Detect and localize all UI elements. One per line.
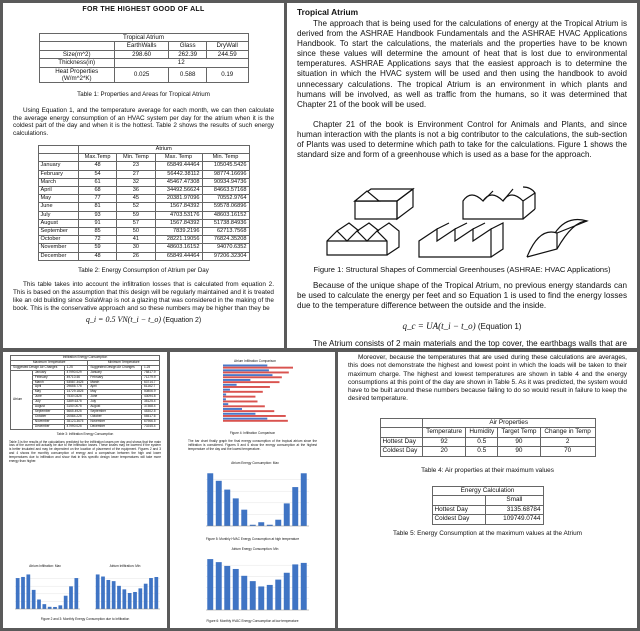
table-row — [11, 424, 160, 429]
bar — [301, 563, 307, 610]
bar — [32, 590, 36, 609]
bar — [16, 578, 20, 609]
table-cell: November — [38, 244, 78, 252]
bar — [64, 596, 68, 609]
table-cell: 53587.3425 — [64, 380, 88, 385]
table-cell: June — [32, 395, 64, 400]
heat-earthwalls: 0.025 — [114, 67, 168, 83]
bar — [223, 400, 258, 402]
table-cell: January — [38, 162, 78, 170]
table-cell: June — [38, 203, 78, 211]
table-cell: 55517.6 — [141, 414, 159, 419]
table-cell: August — [88, 405, 142, 410]
table3-caption: Table 3: Infiltration Energy Consumption — [56, 431, 114, 436]
table-cell: 26 — [117, 252, 155, 260]
bar — [224, 489, 230, 525]
table-cell: 48 — [78, 252, 116, 260]
bar — [74, 578, 78, 609]
table-cell: 61162.7 — [141, 385, 159, 390]
table-cell: 91 — [78, 219, 116, 227]
col-max-energy: Max. Temp — [155, 154, 202, 162]
table-cell: 92 — [422, 437, 466, 447]
table-cell: 2 — [540, 437, 595, 447]
table-cell: 48 — [78, 162, 116, 170]
table-cell: 56442.38112 — [155, 170, 202, 178]
size-label: Size(m^2) — [39, 50, 114, 58]
paragraph: The bar chart finally graph the final energy consumption of the tropical atrium since the infiltration is considered. Figures 5 and 6 show the energy consumption at the highest temperature of the day and the lowest temperature. — [188, 439, 317, 451]
table-cell: 14729.1825 — [64, 390, 88, 395]
table-cell: 45302.5 — [141, 409, 159, 414]
table-row — [38, 252, 249, 260]
bar — [292, 564, 298, 610]
bar — [106, 580, 110, 609]
table-cell: September — [88, 409, 142, 414]
air-properties-table — [380, 418, 596, 457]
table-cell: December — [88, 424, 142, 429]
col-target-temp: Target Temp — [498, 428, 541, 438]
bar — [267, 585, 273, 610]
figure23-caption: Figure 2 and 3: Monthly Energy Consumption due to Infiltration — [40, 617, 130, 621]
bar — [223, 398, 226, 400]
chart-title: Atrium Energy Consumption: Max — [231, 461, 279, 465]
table-cell: 93 — [78, 211, 116, 219]
table-cell: 5665.4925 — [64, 409, 88, 414]
table-row — [38, 203, 249, 211]
thickness-label: Thickness(in) — [39, 59, 114, 67]
table-cell: September — [32, 409, 64, 414]
table-cell: November — [88, 419, 142, 424]
col-min-temp: Min. Temp — [117, 154, 155, 162]
table-cell: 48603.16152 — [202, 211, 249, 219]
table-cell: 59578.06896 — [202, 203, 249, 211]
bar — [233, 498, 239, 526]
table-cell: February — [38, 170, 78, 178]
bar — [101, 576, 105, 608]
heat-label: Heat Properties (W/m^2*K) — [39, 67, 114, 83]
bar — [122, 589, 126, 609]
paragraph: Table 3 is the results of the calculations predicted for the infiltration losses per day and shows that the main loss of the current will actually be due to the infiltration losses. These losses may be lowered if the system is better insulated and may be dependent on the location of placement of the equipment. Figures 2 and 3 and 4 shows the monthly consumption of energy and a comparison between the high and lower temperatures due to infiltration and show that in this specific design lower temperatures will take more energy than higher. — [9, 439, 161, 464]
col-max-temp: Max.Temp — [78, 154, 116, 162]
col-earthwalls: EarthWalls — [114, 42, 168, 50]
bar — [301, 473, 307, 526]
equation-2 — [3, 315, 284, 324]
col-drywall: DryWall — [206, 42, 248, 50]
col-temperature: Temperature — [422, 428, 466, 438]
table-cell: 59 — [117, 211, 155, 219]
size-drywall: 244.59 — [206, 50, 248, 58]
table-cell: October — [32, 414, 64, 419]
table-cell: 29655.775 — [64, 385, 88, 390]
table-row — [38, 178, 249, 186]
table-cell: 98774.16696 — [202, 170, 249, 178]
table-cell: 85 — [78, 228, 116, 236]
bar — [223, 367, 293, 369]
table-cell: 84663.57168 — [202, 187, 249, 195]
bar — [223, 413, 255, 415]
heat-glass: 0.588 — [169, 67, 207, 83]
bar — [284, 503, 290, 526]
table-cell: March — [88, 380, 142, 385]
bar — [224, 566, 230, 610]
table-cell: 63714.7 — [141, 380, 159, 385]
table-cell: 45467.47308 — [155, 178, 202, 186]
bar — [258, 522, 264, 526]
max-temp-head: Maximum Temperature — [11, 360, 88, 365]
bar — [37, 599, 41, 608]
table-row — [38, 228, 249, 236]
bar — [223, 391, 263, 393]
heat-drywall: 0.19 — [206, 67, 248, 83]
table1-caption: Table 1: Properties and Areas for Tropical Atrium — [77, 91, 210, 99]
bar — [128, 593, 132, 609]
table-cell: 72 — [78, 236, 116, 244]
chart-title: Atrium Infiltration: Min — [109, 564, 141, 568]
table-cell: 71279.9 — [141, 375, 159, 380]
infiltration-max-chart — [9, 565, 81, 615]
bar — [216, 562, 222, 610]
table-cell: 62713.7568 — [202, 228, 249, 236]
table-row — [432, 515, 543, 525]
equation-1-formula: q_c = UA(t_i − t_o) — [402, 321, 476, 331]
bar — [223, 405, 265, 407]
bar — [53, 607, 57, 609]
col-change-temp: Change in Temp — [540, 428, 595, 438]
table-cell: 90 — [498, 437, 541, 447]
bar — [223, 376, 282, 378]
table-cell: 34492.56624 — [155, 187, 202, 195]
table-cell: 35125.4 — [141, 400, 159, 405]
table-cell: 20584.225 — [64, 414, 88, 419]
bar — [21, 577, 25, 609]
table-cell: February — [32, 375, 64, 380]
chart-title: Atrium Infiltration: Max — [29, 564, 61, 568]
table-cell: December — [32, 424, 64, 429]
bar — [42, 604, 46, 609]
table-cell: 49710.46 — [64, 375, 88, 380]
infiltration-min-chart — [89, 565, 161, 615]
table-cell: 1567.84392 — [155, 219, 202, 227]
table-cell: 61 — [78, 178, 116, 186]
section-heading: Tropical Atrium — [297, 7, 359, 17]
table-cell: 35123.3675 — [64, 419, 88, 424]
table-row — [38, 162, 249, 170]
table-row — [38, 244, 249, 252]
size-earthwalls: 298.60 — [114, 50, 168, 58]
bar — [223, 410, 274, 412]
table-cell: 52 — [117, 203, 155, 211]
table-cell: 7530.0325 — [64, 395, 88, 400]
air-properties-title: Air Properties — [422, 418, 595, 428]
table-cell: 70552.9764 — [202, 195, 249, 203]
table-cell: 3135.68784 — [486, 505, 543, 515]
design-value: 1.25 — [64, 365, 88, 370]
bar — [138, 588, 142, 609]
table-cell: 27 — [117, 170, 155, 178]
table-cell: 4703.53176 — [155, 211, 202, 219]
col-min-energy: Min. Temp — [202, 154, 249, 162]
table-cell: Coldest Day — [432, 515, 486, 525]
bar — [284, 573, 290, 610]
size-glass: 262.39 — [169, 50, 207, 58]
greenhouse-gable-single-icon — [355, 189, 413, 219]
bar — [26, 574, 30, 609]
greenhouse-sawtooth-icon — [419, 223, 503, 257]
paragraph: Chapter 21 of the book is Environment Control for Animals and Plants, and since human interaction with the plants is not a big contributor to the calculations, the sub-section of Plants was used to determine which path to take for the calculations. Figure 1 shows the standard size and form of a greenhouse which is used as a base for the approach. — [297, 119, 627, 160]
table-cell: May — [32, 390, 64, 395]
table-cell: 48603.16152 — [155, 244, 202, 252]
bar — [241, 576, 247, 610]
table-row — [38, 219, 249, 227]
figure1-caption: Figure 1: Structural Shapes of Commercial Greenhouses (ASHRAE: HVAC Applications) — [313, 265, 611, 274]
bar — [69, 586, 73, 609]
table-row — [38, 195, 249, 203]
table-cell: January — [32, 370, 64, 375]
table-cell: Coldest Day — [380, 447, 422, 457]
table-cell: 65849.44464 — [155, 252, 202, 260]
table-cell: 77 — [78, 195, 116, 203]
equation-2-formula: q_i = 0.5 VN(t_i − t_o) — [85, 315, 162, 325]
table-cell: August — [32, 405, 64, 410]
table-cell: 90934.94736 — [202, 178, 249, 186]
table-cell: 94070.6352 — [202, 244, 249, 252]
properties-table — [39, 33, 249, 83]
bar — [223, 420, 288, 422]
table-cell: 81 — [78, 203, 116, 211]
document-page-1 — [3, 3, 284, 348]
paragraph: Because of the unique shape of the Tropical Atrium, no previous energy standards can be used to calculate the energy per feet and so Equation 1 is used to find the energy losses due to the temperature difference between the outside and the inside. — [297, 281, 627, 311]
design-label: Suggested Design Air Changes — [88, 365, 142, 370]
figure6-caption: Figure 6: Monthly HVAC Energy Consumption at low temperature — [206, 619, 299, 623]
comparison-chart — [215, 360, 295, 424]
bar — [133, 592, 137, 609]
table-cell: 54 — [78, 170, 116, 178]
paragraph: The approach that is being used for the calculations of energy at the Tropical Atrium is derived from the ASHRAE Handbook Fundamentals and the ASHRAE HVAC Applications Handbook. To start the calculations, the materials and the properties have to be known since these values will determine the amount of heat that is lost due to environmental temperatures. ASHRAE Applications says that the easiest approach is to determine the situation in which the HVAC system will be used and then using the handbook to avoid unnecessary calculations. The tropical Atrium is an environment in which plants and humans will be involved, as well as traffic from the humans, so it was determined that Chapter 21 of the book will be used. — [297, 19, 627, 109]
bar — [223, 408, 242, 410]
table-cell: January — [88, 370, 142, 375]
table-cell: Hottest Day — [432, 505, 486, 515]
table-cell: 37368.4 — [141, 405, 159, 410]
bar — [144, 584, 148, 609]
table-cell: February — [88, 375, 142, 380]
table-cell: 3150.0075 — [64, 405, 88, 410]
table-cell: June — [88, 395, 142, 400]
greenhouse-ridge-multi-icon — [327, 223, 399, 255]
table-cell: April — [88, 385, 142, 390]
table-cell: 20381.97096 — [155, 195, 202, 203]
paragraph: Moreover, because the temperatures that are used during these calculations are averages, this does not demonstrate the highest and lowest point in which the loads will be taken to their maximum charge. The highest and lowest temperatures are shown in table 4 and the energy consumptions at this point of the day are shown in Table 5. As it was predicted, the system would have to be built around these numbers because failing to do so would result in failure to keep the desired temperature. — [348, 354, 627, 403]
energy-max-chart — [200, 462, 310, 532]
table-cell: 65849.44464 — [155, 162, 202, 170]
table-cell: May — [38, 195, 78, 203]
bar — [207, 559, 213, 610]
col-humidity: Humidity — [466, 428, 498, 438]
table-cell: 7839.2196 — [155, 228, 202, 236]
table-cell: 47990.025 — [64, 424, 88, 429]
table-row — [38, 187, 249, 195]
table-cell: 32 — [117, 178, 155, 186]
table-cell: 30 — [117, 244, 155, 252]
table-cell: Hottest Day — [380, 437, 422, 447]
table-cell: March — [32, 380, 64, 385]
table-cell: 43094.8 — [141, 395, 159, 400]
table-cell: July — [88, 400, 142, 405]
design-label: Suggested Design Air Changes — [11, 365, 65, 370]
table-cell: 28221.19056 — [155, 236, 202, 244]
table-cell: 36 — [117, 187, 155, 195]
table-cell: November — [32, 419, 64, 424]
table-row — [380, 447, 595, 457]
table-cell: 50806.9 — [141, 390, 159, 395]
equation-1-label: (Equation 1) — [477, 322, 522, 331]
bar — [207, 473, 213, 526]
equation-2-label: (Equation 2) — [163, 317, 202, 325]
table-cell: 105045.5426 — [202, 162, 249, 170]
bar — [223, 403, 228, 405]
table-row — [380, 437, 595, 447]
bar — [149, 578, 153, 609]
bar — [233, 569, 239, 610]
table-cell: 50 — [117, 228, 155, 236]
table-cell: July — [32, 400, 64, 405]
document-page-4 — [170, 352, 335, 628]
table-cell: 47990.029 — [64, 370, 88, 375]
table-row — [38, 236, 249, 244]
bar — [96, 574, 100, 609]
table-cell: 70245.4 — [141, 424, 159, 429]
bar — [223, 381, 279, 383]
table-row — [38, 170, 249, 178]
bar — [216, 481, 222, 526]
energy-calc-title: Energy Calculation — [432, 486, 543, 496]
bar — [223, 415, 286, 417]
table-cell: December — [38, 252, 78, 260]
table-cell: October — [88, 414, 142, 419]
bar — [241, 510, 247, 526]
table2-caption: Table 2: Energy Consumption of Atrium per Day — [78, 266, 209, 274]
paragraph: This table takes into account the infiltration losses that is calculated from equation 2. This is based on the assumption that this design will be regularly maintained and it is treated like an old building since SolaWrap is not a glazing that was considered in the making of the book. This is the conservative approach and so these numbers may be higher than they be — [13, 281, 274, 312]
table-cell: April — [38, 187, 78, 195]
bar — [223, 389, 230, 391]
design-value: 1.25 — [141, 365, 159, 370]
min-temp-head: Minimum Temperature — [88, 360, 160, 365]
bar — [223, 374, 272, 376]
bar — [223, 386, 270, 388]
table-cell: 109749.0744 — [486, 515, 543, 525]
table-cell: 45 — [117, 195, 155, 203]
col-small: Small — [486, 496, 543, 506]
energy-min-chart — [200, 548, 310, 616]
bar — [275, 580, 281, 610]
bar — [292, 487, 298, 526]
table-cell: 59 — [78, 244, 116, 252]
figure4-caption: Figure 4: Infiltration Comparison — [229, 431, 276, 435]
bar — [223, 393, 226, 395]
infiltration-table — [10, 355, 160, 430]
thickness-value: 12 — [114, 59, 248, 67]
table-cell: 41 — [117, 236, 155, 244]
table-cell: 20 — [422, 447, 466, 457]
chart-title: Atrium Infiltration Comparison — [234, 359, 276, 363]
table-cell: July — [38, 211, 78, 219]
paragraph: Using Equation 1, and the temperature average for each month, we can then calculate the average energy consumption of an HVAC system per day for the atrium when it is the coldest part of the day and when it is the hottest. Table 2 shows the results of such energy calculations. — [13, 106, 274, 138]
bar — [250, 581, 256, 610]
table-cell: 57 — [117, 219, 155, 227]
table-cell: 76824.35208 — [202, 236, 249, 244]
document-page-3 — [3, 352, 167, 628]
bar — [117, 586, 121, 609]
bar — [223, 364, 267, 366]
bar — [223, 384, 237, 386]
bar — [223, 396, 255, 398]
table-cell: 75817.9 — [141, 370, 159, 375]
page-header: FOR THE HIGHEST GOOD OF ALL — [82, 6, 205, 13]
figure5-caption: Figure 5: Monthly HVAC Energy Consumption at high temperature — [205, 537, 300, 541]
greenhouse-quonset-icon — [463, 187, 535, 219]
paragraph: The Atrium consists of 2 main materials and the top cover, the earthbags walls that are — [313, 339, 627, 348]
energy-calculation-table — [432, 486, 544, 525]
table5-caption: Table 5: Energy Consumption at the maximum values at the Atrium — [393, 529, 582, 537]
bar — [223, 371, 289, 373]
table4-caption: Table 4: Air properties at their maximum values — [421, 466, 554, 474]
table-cell: 67966.5 — [141, 419, 159, 424]
document-page-5 — [338, 352, 637, 628]
bar — [258, 586, 264, 610]
table-row — [432, 505, 543, 515]
table-cell: October — [38, 236, 78, 244]
table-cell: 0.5 — [466, 437, 498, 447]
equation-1 — [287, 321, 637, 331]
bar — [48, 607, 52, 609]
table-cell: May — [88, 390, 142, 395]
table-cell: 70 — [540, 447, 595, 457]
properties-table-title: Tropical Atrium — [39, 34, 248, 42]
bar — [223, 379, 250, 381]
col-glass: Glass — [169, 42, 207, 50]
chart-title: Atrium Energy Consumption: Min — [231, 547, 279, 551]
bar — [154, 577, 158, 609]
bar — [275, 520, 281, 526]
table-cell: 90 — [498, 447, 541, 457]
bar — [58, 605, 62, 609]
energy-table-title: Atrium — [78, 146, 249, 154]
infiltration-table-title: Infiltration Energy Consumption — [11, 356, 160, 361]
bar — [112, 581, 116, 609]
table-cell: September — [38, 228, 78, 236]
energy-table — [38, 145, 250, 261]
table-cell: 51738.84936 — [202, 219, 249, 227]
table-cell: 0.5 — [466, 447, 498, 457]
bar — [223, 369, 269, 371]
table-row — [38, 211, 249, 219]
table-cell: 1567.84392 — [155, 203, 202, 211]
table-cell: 68 — [78, 187, 116, 195]
document-page-2 — [287, 3, 637, 348]
greenhouse-figure — [287, 179, 637, 261]
table-cell: 3389.6375 — [64, 400, 88, 405]
group-label: Atrium — [11, 370, 33, 429]
table-cell: August — [38, 219, 78, 227]
greenhouse-arch-icon — [527, 220, 587, 258]
table-cell: 97206.32304 — [202, 252, 249, 260]
table-cell: April — [32, 385, 64, 390]
table-cell: March — [38, 178, 78, 186]
table-cell: 23 — [117, 162, 155, 170]
bar — [223, 418, 267, 420]
